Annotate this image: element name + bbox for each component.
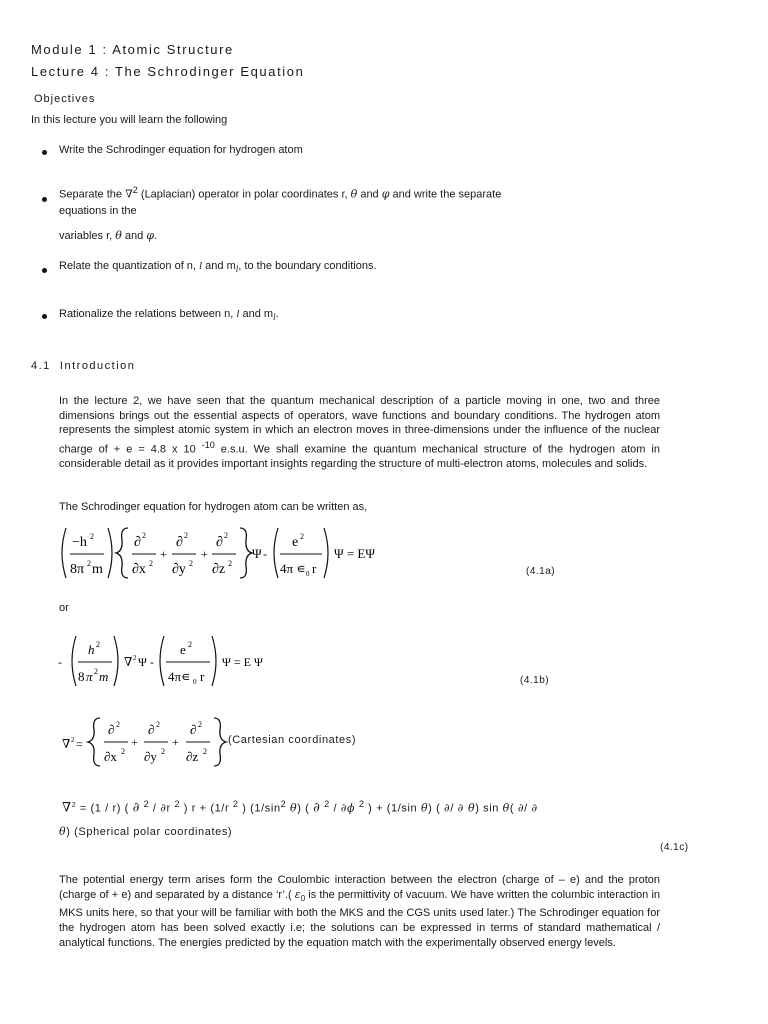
- or-text: or: [59, 602, 69, 614]
- section-number: 4.1: [31, 360, 51, 372]
- potential-paragraph: The potential energy term arises form the Coulombic interaction between the electron (charge of – e) and the proton (charge of + e) and separated by a distance ‘r’.( $\varepsilon_0$ is the permittivity of vacuum. We have written the columbic interaction in MKS units here, so that your will be familiar with both the MKS and the CGS units used later.) The Schrodinger equation for the hydrogen atom has been solved exactly i.e; the solutions can be expressed in terms of standard mathematical / analytical functions. The energies predicted by the equation match with the experimentally observed energy levels.: [59, 874, 660, 949]
- intro-paragraph: In the lecture 2, we have seen that the quantum mechanical description of a particle moving in one, two and three dimensions brings out the essential aspects of operators, wave functions and boundary conditions. The hydrogen atom represents the simplest atomic system in which an electron moves in three-dimensions under the influence of the nuclear charge of + e = 4.8 x 10 $^{-10}$ e.s.u. We shall examine the quantum mechanical structure of the hydrogen atom in considerable detail as it provides important insights regarding the structure of multi-electron atoms, molecules and solids.: [59, 395, 660, 471]
- svg-text:2: 2: [188, 640, 192, 649]
- svg-text:Ψ: Ψ: [252, 546, 262, 561]
- svg-text:Ψ = E Ψ: Ψ = E Ψ: [222, 655, 263, 669]
- svg-text:Ψ -: Ψ -: [138, 655, 154, 669]
- svg-text:2: 2: [121, 747, 125, 756]
- objective-item-4: Rationalize the relations between n, l and $m_l$.: [59, 308, 279, 323]
- equation-4-1a-label: (4.1a): [526, 566, 556, 577]
- svg-text:m: m: [99, 669, 109, 684]
- svg-text:2: 2: [184, 531, 188, 540]
- svg-text:2: 2: [161, 747, 165, 756]
- svg-text:2: 2: [71, 736, 75, 744]
- svg-text:2: 2: [87, 559, 91, 568]
- svg-text:4π ∊: 4π ∊: [280, 561, 306, 576]
- svg-text:∂: ∂: [216, 535, 223, 550]
- svg-text:m: m: [92, 562, 103, 577]
- svg-text:∂x: ∂x: [104, 749, 117, 764]
- svg-text:4π∊: 4π∊: [168, 669, 191, 684]
- svg-text:2: 2: [90, 532, 94, 541]
- svg-text:∂y: ∂y: [172, 562, 186, 577]
- equation-4-1c-label: (4.1c): [660, 842, 689, 853]
- equation-intro: The Schrodinger equation for hydrogen atom can be written as,: [59, 501, 368, 513]
- svg-text:∇: ∇: [62, 737, 71, 751]
- svg-text:∂: ∂: [176, 535, 183, 550]
- svg-text:+: +: [201, 547, 208, 561]
- svg-text:2: 2: [300, 532, 304, 541]
- svg-text:∂: ∂: [190, 722, 197, 737]
- svg-text:∂: ∂: [134, 535, 141, 550]
- svg-text:e: e: [180, 642, 186, 657]
- svg-text:-: -: [58, 655, 62, 669]
- objective-item-1: Write the Schrodinger equation for hydrogen atom: [59, 144, 303, 156]
- objective-item-3: Relate the quantization of n, l and $m_l$, to the boundary conditions.: [59, 260, 377, 275]
- section-title: Introduction: [59, 360, 136, 372]
- section-heading: [31, 360, 135, 372]
- objectives-intro: In this lecture you will learn the following: [31, 114, 228, 126]
- svg-text:+: +: [131, 735, 138, 749]
- svg-text:2: 2: [228, 559, 232, 568]
- svg-text:0: 0: [193, 678, 197, 686]
- svg-text:2: 2: [142, 531, 146, 540]
- svg-text:2: 2: [116, 720, 120, 729]
- svg-text:r: r: [200, 669, 205, 684]
- svg-text:+: +: [172, 735, 179, 749]
- bullet-4: [42, 314, 47, 319]
- svg-text:2: 2: [203, 747, 207, 756]
- svg-text:2: 2: [133, 654, 137, 662]
- svg-text:h: h: [88, 642, 95, 657]
- svg-text:8: 8: [78, 669, 85, 684]
- bullet-3: [42, 268, 47, 273]
- bullet-1: [42, 150, 47, 155]
- objectives-heading: Objectives: [34, 93, 96, 105]
- svg-text:∂: ∂: [108, 722, 115, 737]
- equation-4-1b-label: (4.1b): [520, 675, 550, 686]
- svg-text:2: 2: [156, 720, 160, 729]
- equation-4-1a: [56, 522, 396, 584]
- equation-4-1b: [56, 632, 276, 690]
- svg-text:∇: ∇: [124, 655, 133, 669]
- svg-text:−h: −h: [72, 535, 87, 550]
- svg-text:Ψ = EΨ: Ψ = EΨ: [334, 546, 375, 561]
- cartesian-note: (Cartesian coordinates): [228, 734, 357, 746]
- bullet-2: [42, 197, 47, 202]
- svg-text:=: =: [76, 737, 83, 751]
- svg-text:r: r: [312, 561, 317, 576]
- laplacian-cartesian: [60, 714, 230, 770]
- svg-text:π: π: [86, 669, 93, 684]
- svg-text:∂y: ∂y: [144, 749, 157, 764]
- laplacian-spherical-line-2: θ) (Spherical polar coordinates): [59, 825, 233, 838]
- svg-text:-: -: [263, 547, 267, 561]
- svg-text:0: 0: [306, 570, 310, 578]
- module-title: Module 1 : Atomic Structure: [31, 42, 234, 57]
- svg-text:2: 2: [198, 720, 202, 729]
- svg-text:∂z: ∂z: [186, 749, 199, 764]
- svg-text:e: e: [292, 535, 299, 550]
- lecture-title: Lecture 4 : The Schrodinger Equation: [31, 64, 305, 79]
- objective-item-2: Separate the ∇$^2$ (Laplacian) operator in polar coordinates r, θ and φ and write the separate equations in the variables r, θ and φ.: [59, 185, 502, 242]
- svg-text:2: 2: [94, 667, 98, 676]
- laplacian-spherical-line-1: ∇$^2$ = (1 / r) ( ∂ $^2$ / ∂r $^2$ ) r + (1/r $^2$ ) ($1/\sin^2$ θ) ( ∂ $^2$ / ∂ϕ $^2$ ) + (1/sin θ) ( ∂/ ∂ θ) sin θ( ∂/ ∂: [62, 799, 538, 816]
- svg-text:2: 2: [149, 559, 153, 568]
- svg-text:∂x: ∂x: [132, 562, 146, 577]
- svg-text:2: 2: [96, 640, 100, 649]
- svg-text:8π: 8π: [70, 562, 85, 577]
- svg-text:2: 2: [189, 559, 193, 568]
- svg-text:∂z: ∂z: [212, 562, 226, 577]
- svg-text:2: 2: [224, 531, 228, 540]
- svg-text:∂: ∂: [148, 722, 155, 737]
- svg-text:+: +: [160, 547, 167, 561]
